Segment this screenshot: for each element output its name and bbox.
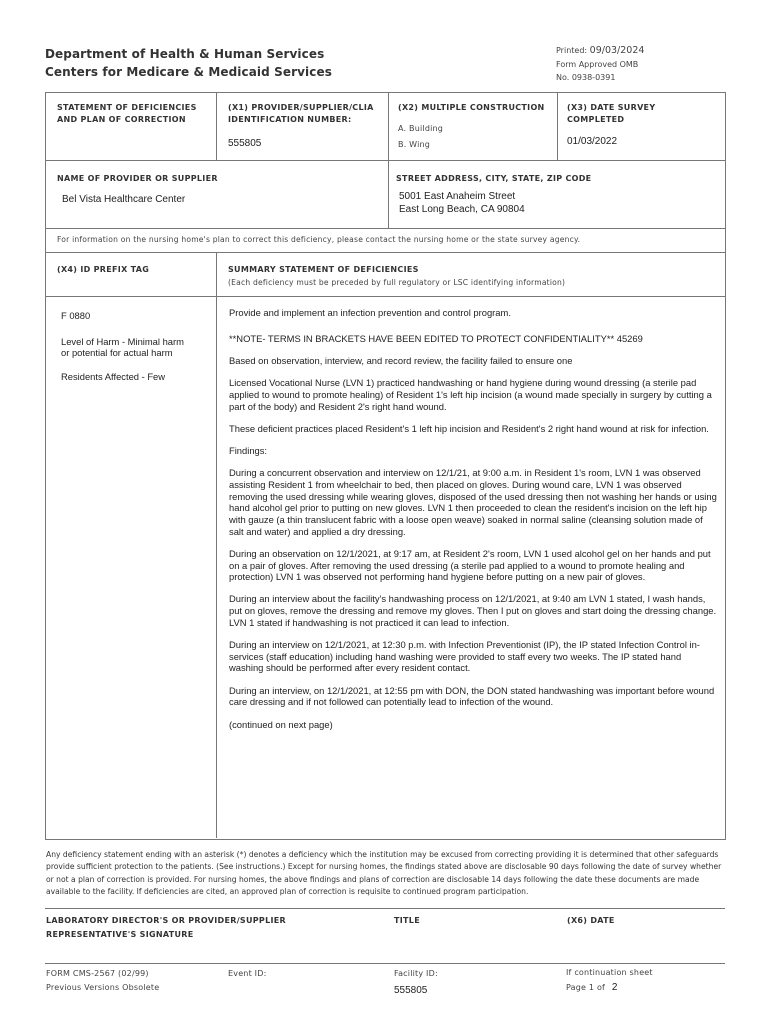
previous-versions: Previous Versions Obsolete — [46, 983, 160, 992]
agency-subname: Centers for Medicare & Medicaid Services — [45, 65, 332, 79]
finding-paragraph: Based on observation, interview, and record review, the facility failed to ensure one — [229, 354, 573, 366]
title-label: TITLE — [394, 916, 420, 925]
agency-name: Department of Health & Human Services — [45, 47, 325, 61]
provider-id-value: 555805 — [228, 138, 262, 149]
divider — [45, 908, 725, 909]
finding-paragraph: During a concurrent observation and interview on 12/1/21, at 9:00 a.m. in Resident 1's room, LVN 1 was observed assisting Resident 1 from wheelchair to bed, then placed on gloves. During wound care, LVN 1 was observed removing the used dressing while wearing gloves, disposed of the used dressing then not washing her hands or using hand alcohol gel prior to putting on new gloves. LVN 1 then proceeded to clean the resident's incision on the left hip with gauze (a thin translucent fabric with a loose open weave) soaked in normal saline (cleansing solution made of salt and water) and applied a dry dressing. — [229, 467, 717, 537]
divider — [45, 963, 725, 964]
divider — [216, 92, 217, 160]
date-label: (X6) DATE — [567, 916, 615, 925]
facility-id-label: Facility ID: — [394, 969, 438, 978]
x3-label: (X3) DATE SURVEY COMPLETED — [567, 103, 656, 124]
tag-column — [61, 310, 211, 395]
deficiency-findings — [229, 307, 717, 741]
facility-id-value: 555805 — [394, 985, 428, 996]
finding-paragraph: During an interview on 12/1/2021, at 12:30 p.m. with Infection Preventionist (IP), the IP stated Infection Control in-services (staff education) including hand washing were provided to staff every two weeks. The IP stated hand washing should be performed after every resident contact. — [229, 639, 700, 674]
finding-paragraph: Provide and implement an infection prevention and control program. — [229, 307, 511, 318]
tag-id: F 0880 — [61, 310, 91, 321]
summary-statement-label: SUMMARY STATEMENT OF DEFICIENCIES — [228, 265, 419, 274]
page-indicator: Page 1 of 2 — [566, 982, 618, 993]
finding-paragraph: During an interview about the facility's handwashing process on 12/1/2021, at 9:40 am LVN 1 stated, I wash hands, put on gloves, remove the dressing and remove my gloves. Then I put on gloves and start doing the dressing change. LVN 1 stated if handwashing is not practiced it can lead to infection. — [229, 593, 717, 628]
divider — [216, 252, 217, 838]
survey-date-value: 01/03/2022 — [567, 136, 618, 147]
provider-name-label: NAME OF PROVIDER OR SUPPLIER — [57, 174, 218, 183]
divider — [557, 92, 558, 160]
x1-label: (X1) PROVIDER/SUPPLIER/CLIA IDENTIFICATION NUMBER: — [228, 103, 374, 124]
finding-paragraph: Findings: — [229, 444, 268, 456]
wing-label: B. Wing — [398, 140, 431, 149]
info-line: For information on the nursing home's plan to correct this deficiency, please contact the nursing home or the state survey agency. — [57, 235, 581, 244]
continued-note: (continued on next page) — [229, 718, 333, 730]
finding-paragraph: During an interview, on 12/1/2021, at 12:55 pm with DON, the DON stated handwashing was important before wound care dressing and if not followed can potentially lead to infection of the wound. — [229, 684, 715, 708]
omb-number: No. 0938-0391 — [556, 73, 616, 82]
statement-label: STATEMENT OF DEFICIENCIES AND PLAN OF CORRECTION — [57, 103, 197, 124]
address-line-2: East Long Beach, CA 90804 — [399, 204, 525, 215]
printed-date: Printed: 09/03/2024 — [556, 45, 645, 56]
form-approved: Form Approved OMB — [556, 60, 639, 69]
provider-name-value: Bel Vista Healthcare Center — [62, 194, 186, 205]
finding-paragraph: Licensed Vocational Nurse (LVN 1) practiced handwashing or hand hygiene during wound dressing (a sterile pad applied to wound to promote healing) of Resident 1's left hip incision (a wound made specially in surgery by cutting a part of the body) and Resident 2's right hand wound. — [229, 377, 712, 412]
address-label: STREET ADDRESS, CITY, STATE, ZIP CODE — [396, 174, 592, 183]
finding-paragraph: These deficient practices placed Resident's 1 left hip incision and Resident's 2 right hand wound at risk for infection. — [229, 422, 709, 434]
divider — [45, 296, 725, 297]
residents-affected: Residents Affected - Few — [61, 371, 166, 383]
divider — [45, 252, 725, 253]
divider — [45, 228, 725, 229]
finding-paragraph: During an observation on 12/1/2021, at 9:17 am, at Resident 2's room, LVN 1 used alcohol gel on her hands and put on a pair of gloves. After removing the used dressing (a sterile pad applied to a wound to promote healing and protection) LVN 1 was observed not performing hand hygiene before putting on a new pair of gloves. — [229, 547, 711, 583]
address-line-1: 5001 East Anaheim Street — [399, 191, 516, 202]
divider — [45, 160, 725, 161]
finding-paragraph: **NOTE- TERMS IN BRACKETS HAVE BEEN EDITED TO PROTECT CONFIDENTIALITY** 45269 — [229, 332, 643, 344]
level-of-harm: Level of Harm - Minimal harm or potential for actual harm — [61, 335, 184, 359]
divider — [388, 92, 389, 160]
form-id: FORM CMS-2567 (02/99) — [46, 969, 149, 978]
x2-label: (X2) MULTIPLE CONSTRUCTION — [398, 103, 545, 112]
continuation-label: If continuation sheet — [566, 968, 653, 977]
summary-statement-sublabel: (Each deficiency must be preceded by full regulatory or LSC identifying information) — [228, 278, 566, 287]
signature-label: LABORATORY DIRECTOR'S OR PROVIDER/SUPPLIER REPRESENTATIVE'S SIGNATURE — [46, 916, 286, 939]
building-label: A. Building — [398, 124, 444, 133]
disclaimer: Any deficiency statement ending with an asterisk (*) denotes a deficiency which the institution may be excused from correcting providing it is determined that other safeguards provide sufficient protection to the patients. (See instructions.) Except for nursing homes, the findings stated above are disclosable 90 days following the date of survey whether or not a plan of correction is provided. For nursing homes, the above findings and plans of correction are disclosable 14 days following the date these documents are made available to the facility. If deficiencies are cited, an approved plan of correction is requisite to continued program participation. — [46, 850, 722, 897]
id-prefix-tag-label: (X4) ID PREFIX TAG — [57, 265, 150, 274]
event-id-label: Event ID: — [228, 969, 267, 978]
divider — [388, 160, 389, 228]
